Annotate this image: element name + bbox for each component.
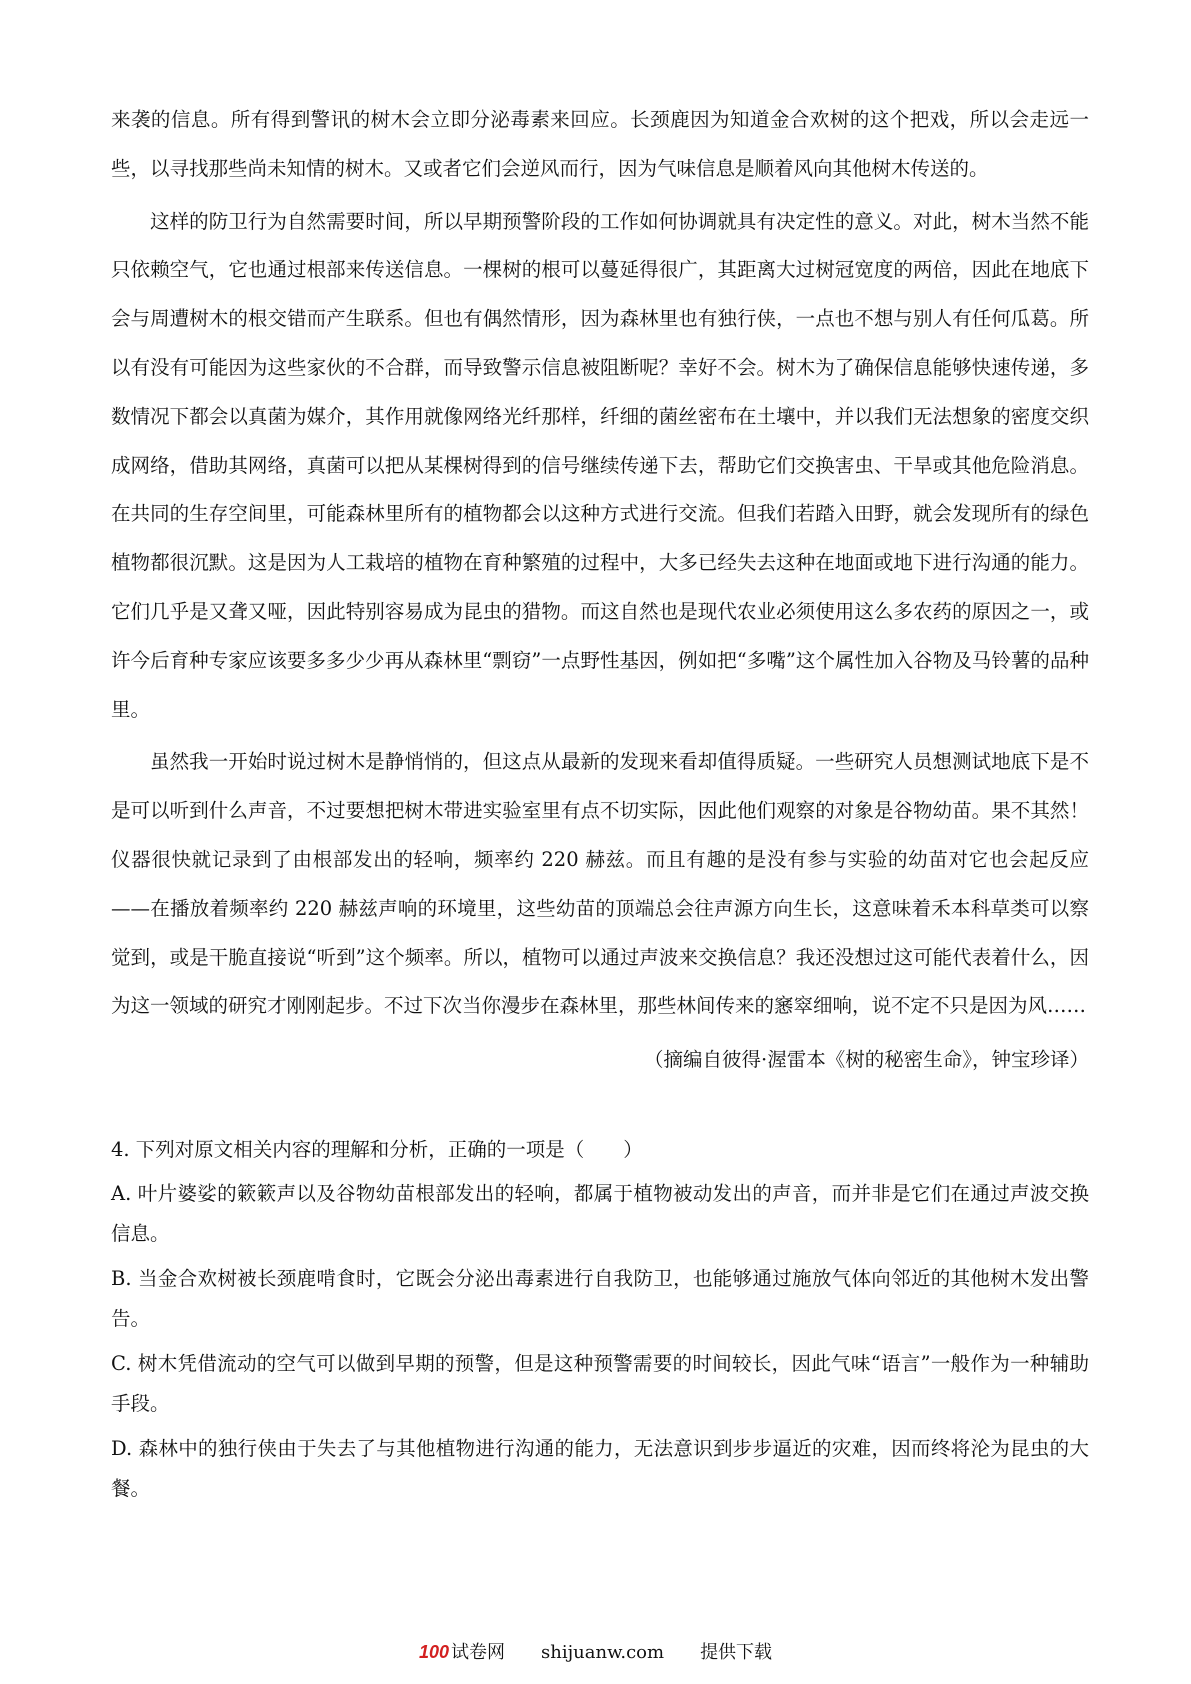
site-logo: 100 bbox=[418, 1642, 449, 1662]
article-source-citation: （摘编自彼得·渥雷本《树的秘密生命》，钟宝珍译） bbox=[644, 1048, 1089, 1072]
question-stem: 4. 下列对原文相关内容的理解和分析，正确的一项是（ ） bbox=[111, 1138, 643, 1161]
option-b: B. 当金合欢树被长颈鹿啃食时，它既会分泌出毒素进行自我防卫，也能够通过施放气体向邻近的其他树木发出警告。 bbox=[111, 1267, 1089, 1330]
article-paragraph-2: 这样的防卫行为自然需要时间，所以早期预警阶段的工作如何协调就具有决定性的意义。对此，树木当然不能只依赖空气，它也通过根部来传送信息。一棵树的根可以蔓延得很广，其距离大过树冠宽度的两倍，因此在地底下会与周遭树木的根交错而产生联系。但也有偶然情形，因为森林里也有独行侠，一点也不想与别人有任何瓜葛。所以有没有可能因为这些家伙的不合群，而导致警示信息被阻断呢？幸好不会。树木为了确保信息能够快速传递，多数情况下都会以真菌为媒介，其作用就像网络光纤那样，纤细的菌丝密布在土壤中，并以我们无法想象的密度交织成网络，借助其网络，真菌可以把从某棵树得到的信号继续传递下去，帮助它们交换害虫、干旱或其他危险消息。在共同的生存空间里，可能森林里所有的植物都会以这种方式进行交流。但我们若踏入田野，就会发现所有的绿色植物都很沉默。这是因为人工栽培的植物在育种繁殖的过程中，大多已经失去这种在地面或地下进行沟通的能力。它们几乎是又聋又哑，因此特别容易成为昆虫的猎物。而这自然也是现代农业必须使用这么多农药的原因之一，或许今后育种专家应该要多多少少再从森林里“剽窃”一点野性基因，例如把“多嘴”这个属性加入谷物及马铃薯的品种里。 bbox=[111, 209, 1089, 721]
article-body bbox=[111, 96, 1089, 1085]
article-paragraph-1: 来袭的信息。所有得到警讯的树木会立即分泌毒素来回应。长颈鹿因为知道金合欢树的这个把戏，所以会走远一些，以寻找那些尚未知情的树木。又或者它们会逆风而行，因为气味信息是顺着风向其他树木传送的。 bbox=[111, 108, 1089, 180]
page-footer bbox=[0, 1640, 1191, 1665]
option-d: D. 森林中的独行侠由于失去了与其他植物进行沟通的能力，无法意识到步步逼近的灾难，因而终将沦为昆虫的大餐。 bbox=[111, 1437, 1089, 1500]
option-c: C. 树木凭借流动的空气可以做到早期的预警，但是这种预警需要的时间较长，因此气味“语言”一般作为一种辅助手段。 bbox=[111, 1352, 1089, 1415]
site-name: 试卷网 bbox=[450, 1642, 505, 1663]
footer-tagline: 提供下载 bbox=[700, 1642, 773, 1663]
article-paragraph-3: 虽然我一开始时说过树木是静悄悄的，但这点从最新的发现来看却值得质疑。一些研究人员想测试地底下是不是可以听到什么声音，不过要想把树木带进实验室里有点不切实际，因此他们观察的对象是谷物幼苗。果不其然！仪器很快就记录到了由根部发出的轻响，频率约 220 赫兹。而且有趣的是没有参与实验的幼苗对它也会起反应——在播放着频率约 220 赫兹声响的环境里，这些幼苗的顶端总会往声源方向生长，这意味着禾本科草类可以察觉到，或是干脆直接说“听到”这个频率。所以，植物可以通过声波来交换信息？我还没想过这可能代表着什么，因为这一领域的研究才刚刚起步。不过下次当你漫步在森林里，那些林间传来的窸窣细响，说不定不只是因为风…… bbox=[111, 750, 1089, 1018]
question-4 bbox=[111, 1130, 1089, 1514]
site-domain-link[interactable]: shijuanw.com bbox=[540, 1642, 665, 1663]
option-a: A. 叶片婆娑的簌簌声以及谷物幼苗根部发出的轻响，都属于植物被动发出的声音，而并非是它们在通过声波交换信息。 bbox=[111, 1182, 1089, 1245]
